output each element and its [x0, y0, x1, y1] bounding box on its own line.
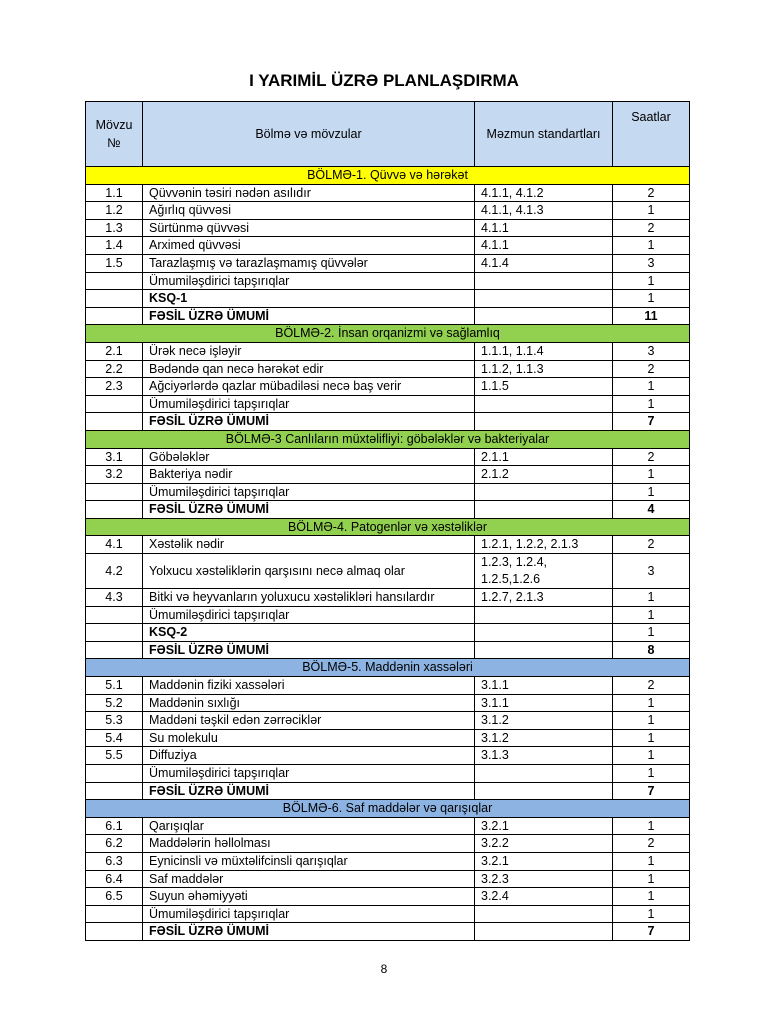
- topic-cell: Ümumiləşdirici tapşırıqlar: [143, 483, 475, 501]
- topic-number-cell: 2.1: [86, 342, 143, 360]
- topic-number-cell: [86, 765, 143, 783]
- hours-cell: 7: [613, 782, 690, 800]
- hours-cell: 2: [613, 184, 690, 202]
- table-row: [86, 342, 690, 360]
- standard-cell: 3.2.1: [475, 852, 613, 870]
- planning-table: [85, 101, 690, 941]
- standard-line: 1.2.5,1.2.6: [481, 572, 541, 587]
- summary-row: [86, 307, 690, 325]
- topic-number-cell: 6.3: [86, 852, 143, 870]
- hours-cell: 1: [613, 483, 690, 501]
- standard-cell: [475, 923, 613, 941]
- topic-cell: FƏSİL ÜZRƏ ÜMUMİ: [143, 413, 475, 431]
- summary-row: [86, 501, 690, 519]
- topic-cell: FƏSİL ÜZRƏ ÜMUMİ: [143, 501, 475, 519]
- topic-cell: Ümumiləşdirici tapşırıqlar: [143, 272, 475, 290]
- hours-cell: 7: [613, 923, 690, 941]
- topic-number-cell: 1.2: [86, 202, 143, 220]
- topic-number-cell: 6.5: [86, 888, 143, 906]
- standard-cell: [475, 765, 613, 783]
- hours-cell: 2: [613, 536, 690, 554]
- standard-cell: [475, 624, 613, 642]
- topic-cell: Tarazlaşmış və tarazlaşmamış qüvvələr: [143, 254, 475, 272]
- section-header-row: [86, 518, 690, 536]
- topic-cell: Qarışıqlar: [143, 817, 475, 835]
- table-row: [86, 712, 690, 730]
- topic-number-cell: [86, 501, 143, 519]
- table-row: [86, 202, 690, 220]
- topic-number-cell: 5.2: [86, 694, 143, 712]
- topic-number-cell: 5.3: [86, 712, 143, 730]
- hours-cell: 1: [613, 729, 690, 747]
- hours-cell: 1: [613, 870, 690, 888]
- topic-cell: Eynicinsli və müxtəlifcinsli qarışıqlar: [143, 852, 475, 870]
- hours-cell: 1: [613, 202, 690, 220]
- standard-cell: 3.2.4: [475, 888, 613, 906]
- topic-number-cell: [86, 606, 143, 624]
- topic-cell: Ağciyərlərdə qazlar mübadiləsi necə baş verir: [143, 378, 475, 396]
- standard-cell: 1.1.1, 1.1.4: [475, 342, 613, 360]
- topic-number-cell: 1.3: [86, 219, 143, 237]
- topic-number-cell: 5.4: [86, 729, 143, 747]
- topic-number-cell: 6.2: [86, 835, 143, 853]
- summary-row: [86, 413, 690, 431]
- hours-cell: 7: [613, 413, 690, 431]
- section-header-row: [86, 167, 690, 185]
- hours-cell: 3: [613, 554, 690, 589]
- table-row: [86, 378, 690, 396]
- topic-cell: Maddəni təşkil edən zərrəciklər: [143, 712, 475, 730]
- hours-cell: 1: [613, 589, 690, 607]
- section-header-row: [86, 325, 690, 343]
- hours-cell: 4: [613, 501, 690, 519]
- hours-cell: 11: [613, 307, 690, 325]
- topic-cell: Qüvvənin təsiri nədən asılıdır: [143, 184, 475, 202]
- table-body: [86, 167, 690, 941]
- hours-cell: 2: [613, 219, 690, 237]
- standard-cell: [475, 307, 613, 325]
- standard-cell: [475, 641, 613, 659]
- topic-cell: Maddələrin həllolması: [143, 835, 475, 853]
- topic-cell: Sürtünmə qüvvəsi: [143, 219, 475, 237]
- topic-number-cell: [86, 641, 143, 659]
- header-sections-topics: Bölmə və mövzular: [143, 102, 475, 167]
- section-header-row: [86, 430, 690, 448]
- topic-number-cell: [86, 395, 143, 413]
- standard-cell: 4.1.1: [475, 237, 613, 255]
- topic-number-cell: [86, 782, 143, 800]
- topic-cell: Ürək necə işləyir: [143, 342, 475, 360]
- section-title: BÖLMƏ-3 Canlıların müxtəlifliyi: göbələklər və bakteriyalar: [86, 430, 690, 448]
- standard-cell: 1.2.7, 2.1.3: [475, 589, 613, 607]
- standard-cell: 1.1.2, 1.1.3: [475, 360, 613, 378]
- standard-cell: 3.1.2: [475, 729, 613, 747]
- topic-cell: Ümumiləşdirici tapşırıqlar: [143, 395, 475, 413]
- standard-cell: 3.2.1: [475, 817, 613, 835]
- summary-row: [86, 782, 690, 800]
- table-row: [86, 747, 690, 765]
- topic-number-cell: 5.5: [86, 747, 143, 765]
- topic-number-cell: 5.1: [86, 677, 143, 695]
- section-title: BÖLMƏ-2. İnsan orqanizmi və sağlamlıq: [86, 325, 690, 343]
- standard-cell: 1.1.5: [475, 378, 613, 396]
- table-row: [86, 536, 690, 554]
- page-title: I YARIMİL ÜZRƏ PLANLAŞDIRMA: [249, 71, 519, 90]
- header-topic-number: Mövzu №: [86, 102, 143, 167]
- section-header-row: [86, 800, 690, 818]
- topic-cell: FƏSİL ÜZRƏ ÜMUMİ: [143, 307, 475, 325]
- standard-cell: [475, 290, 613, 308]
- table-row: [86, 395, 690, 413]
- topic-cell: Ağırlıq qüvvəsi: [143, 202, 475, 220]
- topic-number-cell: [86, 307, 143, 325]
- topic-number-cell: [86, 923, 143, 941]
- table-row: [86, 237, 690, 255]
- summary-row: [86, 641, 690, 659]
- topic-cell: KSQ-2: [143, 624, 475, 642]
- topic-number-cell: 6.4: [86, 870, 143, 888]
- hours-cell: 1: [613, 606, 690, 624]
- section-title: BÖLMƏ-6. Saf maddələr və qarışıqlar: [86, 800, 690, 818]
- hours-cell: 1: [613, 237, 690, 255]
- standard-cell: 4.1.1, 4.1.3: [475, 202, 613, 220]
- topic-number-cell: [86, 905, 143, 923]
- topic-number-cell: [86, 624, 143, 642]
- table-row: [86, 905, 690, 923]
- standard-cell: 4.1.1: [475, 219, 613, 237]
- standard-cell: [475, 501, 613, 519]
- table-row: [86, 360, 690, 378]
- table-row: [86, 219, 690, 237]
- topic-cell: Yolxucu xəstəliklərin qarşısını necə almaq olar: [143, 554, 475, 589]
- table-header-row: [86, 102, 690, 167]
- section-title: BÖLMƏ-5. Maddənin xassələri: [86, 659, 690, 677]
- topic-cell: FƏSİL ÜZRƏ ÜMUMİ: [143, 641, 475, 659]
- hours-cell: 1: [613, 290, 690, 308]
- table-row: [86, 589, 690, 607]
- topic-cell: Bədəndə qan necə hərəkət edir: [143, 360, 475, 378]
- hours-cell: 3: [613, 342, 690, 360]
- standard-line: 1.2.3, 1.2.4,: [481, 555, 548, 570]
- hours-cell: 1: [613, 694, 690, 712]
- topic-cell: Bakteriya nədir: [143, 466, 475, 484]
- topic-number-cell: 2.2: [86, 360, 143, 378]
- standard-cell: [475, 782, 613, 800]
- topic-cell: Ümumiləşdirici tapşırıqlar: [143, 606, 475, 624]
- standard-cell: 2.1.1: [475, 448, 613, 466]
- hours-cell: 1: [613, 466, 690, 484]
- standard-cell: 2.1.2: [475, 466, 613, 484]
- topic-number-cell: 3.1: [86, 448, 143, 466]
- standard-cell: 3.1.2: [475, 712, 613, 730]
- page-number: 8: [380, 962, 388, 976]
- standard-cell: 3.1.3: [475, 747, 613, 765]
- standard-cell: 4.1.1, 4.1.2: [475, 184, 613, 202]
- topic-cell: Su molekulu: [143, 729, 475, 747]
- hours-cell: 1: [613, 395, 690, 413]
- topic-number-cell: 1.5: [86, 254, 143, 272]
- topic-number-cell: 3.2: [86, 466, 143, 484]
- topic-cell: Göbələklər: [143, 448, 475, 466]
- standard-cell: [475, 606, 613, 624]
- standard-cell: [475, 905, 613, 923]
- hours-cell: 2: [613, 677, 690, 695]
- hours-cell: 2: [613, 448, 690, 466]
- table-row: [86, 606, 690, 624]
- hours-cell: 1: [613, 378, 690, 396]
- topic-number-cell: [86, 483, 143, 501]
- topic-cell: Diffuziya: [143, 747, 475, 765]
- standard-cell: 1.2.1, 1.2.2, 2.1.3: [475, 536, 613, 554]
- hours-cell: 1: [613, 765, 690, 783]
- table-row: [86, 483, 690, 501]
- topic-number-cell: 4.1: [86, 536, 143, 554]
- table-row: [86, 272, 690, 290]
- topic-cell: FƏSİL ÜZRƏ ÜMUMİ: [143, 923, 475, 941]
- table-row: [86, 835, 690, 853]
- table-row: [86, 448, 690, 466]
- topic-number-cell: 4.2: [86, 554, 143, 589]
- header-content-standards: Məzmun standartları: [475, 102, 613, 167]
- topic-cell: Ümumiləşdirici tapşırıqlar: [143, 905, 475, 923]
- table-row: [86, 466, 690, 484]
- topic-cell: Xəstəlik nədir: [143, 536, 475, 554]
- header-hours: Saatlar: [613, 102, 690, 167]
- topic-number-cell: 2.3: [86, 378, 143, 396]
- standard-cell: [475, 395, 613, 413]
- standard-cell: 3.2.2: [475, 835, 613, 853]
- standard-cell: [475, 413, 613, 431]
- topic-number-cell: 1.4: [86, 237, 143, 255]
- standard-cell: [475, 272, 613, 290]
- section-title: BÖLMƏ-1. Qüvvə və hərəkət: [86, 167, 690, 185]
- table-row: [86, 817, 690, 835]
- table-row: [86, 852, 690, 870]
- standard-cell: 3.2.3: [475, 870, 613, 888]
- standard-cell: 3.1.1: [475, 677, 613, 695]
- topic-cell: Bitki və heyvanların yoluxucu xəstəlikləri hansılardır: [143, 589, 475, 607]
- section-header-row: [86, 659, 690, 677]
- summary-row: [86, 624, 690, 642]
- hours-cell: 1: [613, 712, 690, 730]
- topic-cell: Arximed qüvvəsi: [143, 237, 475, 255]
- table-row: [86, 729, 690, 747]
- hours-cell: 2: [613, 360, 690, 378]
- table-row: [86, 765, 690, 783]
- standard-cell: 4.1.4: [475, 254, 613, 272]
- summary-row: [86, 290, 690, 308]
- topic-cell: KSQ-1: [143, 290, 475, 308]
- hours-cell: 1: [613, 905, 690, 923]
- hours-cell: 1: [613, 747, 690, 765]
- hours-cell: 1: [613, 888, 690, 906]
- topic-cell: Suyun əhəmiyyəti: [143, 888, 475, 906]
- topic-cell: Ümumiləşdirici tapşırıqlar: [143, 765, 475, 783]
- hours-cell: 1: [613, 624, 690, 642]
- table-row: [86, 888, 690, 906]
- topic-cell: Maddənin sıxlığı: [143, 694, 475, 712]
- topic-number-cell: [86, 290, 143, 308]
- table-row: [86, 554, 690, 589]
- summary-row: [86, 923, 690, 941]
- topic-number-cell: 4.3: [86, 589, 143, 607]
- topic-cell: Saf maddələr: [143, 870, 475, 888]
- topic-number-cell: 6.1: [86, 817, 143, 835]
- topic-cell: Maddənin fiziki xassələri: [143, 677, 475, 695]
- topic-number-cell: [86, 272, 143, 290]
- table-row: [86, 184, 690, 202]
- topic-number-cell: 1.1: [86, 184, 143, 202]
- hours-cell: 8: [613, 641, 690, 659]
- table-row: [86, 870, 690, 888]
- table-row: [86, 694, 690, 712]
- hours-cell: 3: [613, 254, 690, 272]
- table-row: [86, 254, 690, 272]
- standard-cell: [475, 483, 613, 501]
- standard-cell: [475, 554, 613, 589]
- standard-cell: 3.1.1: [475, 694, 613, 712]
- topic-cell: FƏSİL ÜZRƏ ÜMUMİ: [143, 782, 475, 800]
- hours-cell: 2: [613, 835, 690, 853]
- hours-cell: 1: [613, 272, 690, 290]
- topic-number-cell: [86, 413, 143, 431]
- section-title: BÖLMƏ-4. Patogenlər və xəstəliklər: [86, 518, 690, 536]
- table-row: [86, 677, 690, 695]
- hours-cell: 1: [613, 852, 690, 870]
- hours-cell: 1: [613, 817, 690, 835]
